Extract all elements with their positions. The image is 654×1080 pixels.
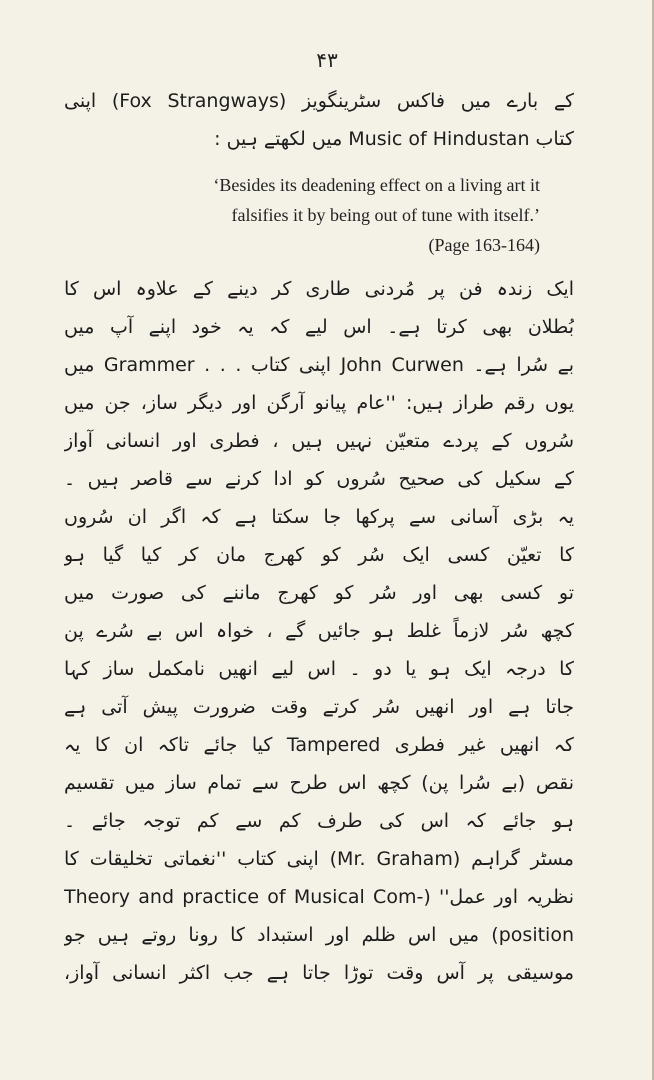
text-line: کا تعیّن کسی ایک سُر کو کھرج مان کر کیا گیا ہو: [64, 544, 574, 566]
text-line: موسیقی پر آس وقت توڑا جاتا ہے جب اکثر انسانی آواز،: [64, 962, 574, 984]
text-line: مسٹر گراہم (Mr. Graham) اپنی کتاب ''نغماتی تخلیقات کا: [64, 848, 574, 870]
block-quote: [150, 170, 540, 260]
text-line: کے بارے میں فاکس سٹرینگویز (Fox Strangways) اپنی: [64, 90, 574, 112]
text-line: کا درجہ ایک ہو یا دو ۔ اس لیے انھیں نامکمل ساز کہا: [64, 658, 574, 680]
text-line: نقص (بے سُرا پن) کچھ اس طرح سے تمام ساز میں تقسیم: [64, 772, 574, 794]
text-line: بُطلان بھی کرتا ہے۔ اس لیے کہ یہ خود اپنے آپ میں: [64, 316, 574, 338]
text-line: سُروں کے پردے متعیّن نہیں ہیں ، فطری اور انسانی آواز: [64, 430, 574, 452]
text-line: ہو جائے کہ اس کی طرف کم سے کم توجہ جائے ۔: [64, 810, 574, 832]
body-text: [64, 270, 574, 992]
intro-paragraph: [64, 82, 574, 158]
text-line: کتاب Music of Hindustan میں لکھتے ہیں :: [214, 128, 574, 150]
text-line: کہ انھیں غیر فطری Tampered کیا جائے تاکہ ان کا یہ: [64, 734, 574, 756]
quote-line: falsifies it by being out of tune with itself.’: [231, 205, 540, 225]
text-line: جاتا ہے اور انھیں سُر کرتے وقت ضرورت پیش آتی ہے: [64, 696, 574, 718]
text-line: کے سکیل کی صحیح سُروں کو ادا کرنے سے قاصر ہیں ۔: [64, 468, 574, 490]
text-line: بے سُرا ہے۔ John Curwen اپنی کتاب . . . Grammer میں: [64, 354, 574, 376]
quote-line: ‘Besides its deadening effect on a living art it: [213, 175, 540, 195]
text-line: تو کسی بھی اور سُر کو کھرج ماننے کی صورت میں: [64, 582, 574, 604]
text-line: ایک زندہ فن پر مُردنی طاری کر دینے کے علاوہ اس کا: [64, 278, 574, 300]
quote-reference: (Page 163-164): [428, 235, 540, 255]
text-line: کچھ سُر لازماً غلط ہو جائیں گے ، خواہ اس بے سُرے پن: [64, 620, 574, 642]
text-line: یہ بڑی آسانی سے پرکھا جا سکتا ہے کہ اگر ان سُروں: [64, 506, 574, 528]
text-line: نظریہ اور عمل'' (-Theory and practice of Musical Com: [64, 886, 574, 908]
page-number: ۴۳: [316, 48, 338, 72]
text-line: position) میں اس ظلم اور استبداد کا رونا روتے ہیں جو: [64, 924, 574, 946]
text-line: یوں رقم طراز ہیں: ''عام پیانو آرگن اور دیگر ساز، جن میں: [64, 392, 574, 414]
